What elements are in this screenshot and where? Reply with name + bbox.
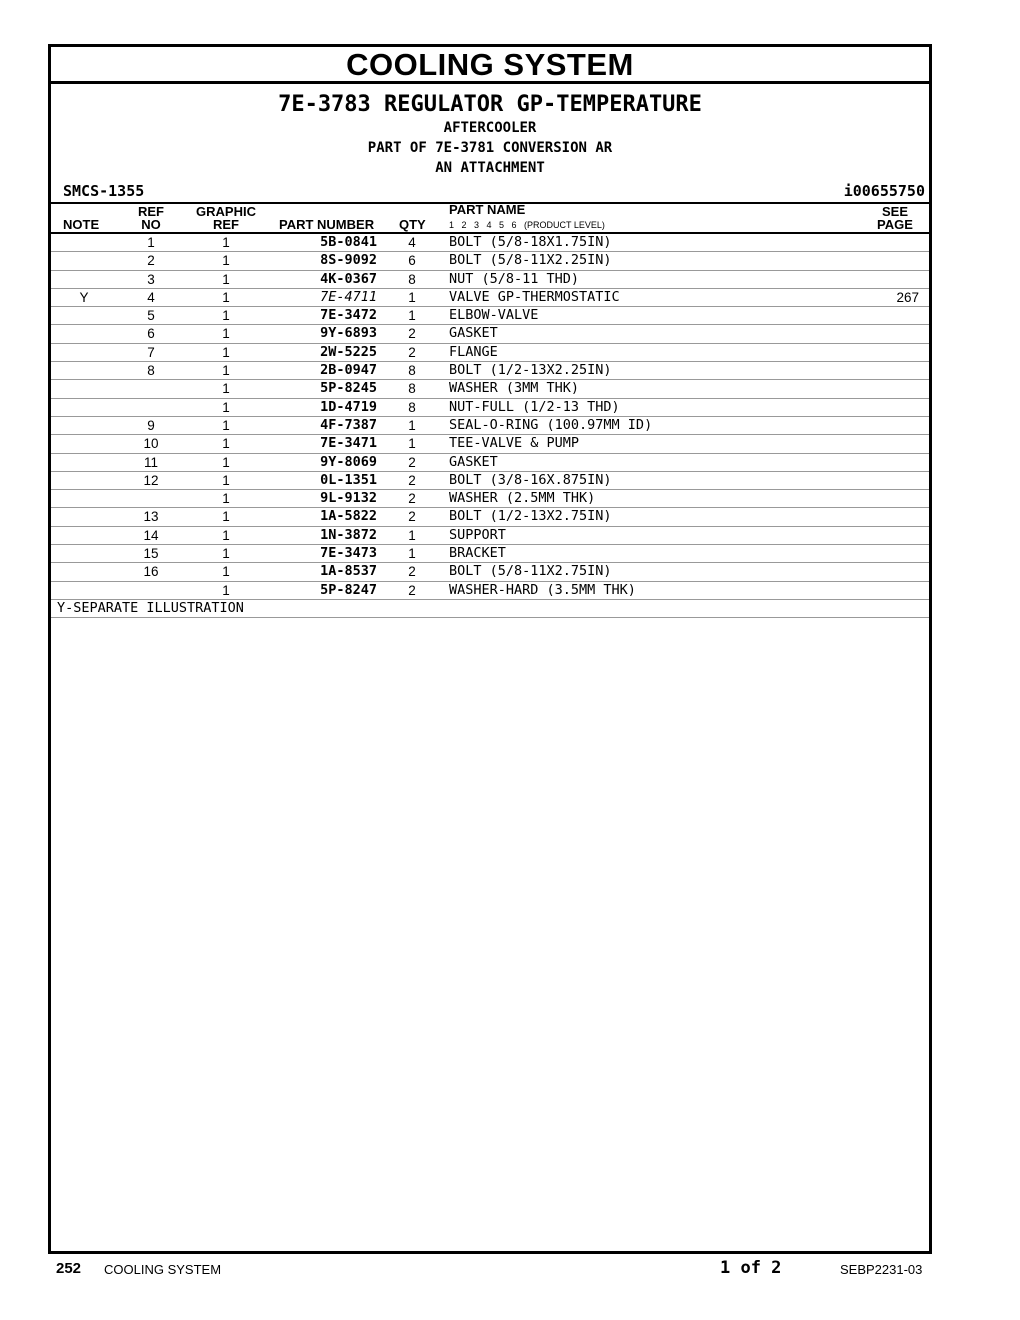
- part-number-cell: 4K-0367: [320, 270, 377, 287]
- qty-cell: 1: [408, 289, 416, 305]
- qty-cell: 1: [408, 417, 416, 433]
- note-cell: Y: [79, 289, 89, 305]
- graphic-ref-cell: 1: [222, 527, 230, 543]
- part-name-cell: SUPPORT: [449, 526, 506, 543]
- ref-no-cell: 7: [147, 344, 155, 360]
- table-row: [51, 527, 929, 545]
- ref-no-cell: 5: [147, 308, 155, 324]
- parts-table-body: [51, 234, 929, 600]
- graphic-ref-cell: 1: [222, 271, 230, 287]
- qty-cell: 2: [408, 509, 416, 525]
- header-graphic-top: GRAPHIC: [196, 204, 256, 219]
- table-row: [51, 508, 929, 526]
- qty-cell: 1: [408, 436, 416, 452]
- part-number-cell: 1D-4719: [320, 398, 377, 415]
- ref-no-cell: 1: [147, 235, 155, 250]
- table-row: [51, 545, 929, 563]
- subtitle-3: AN ATTACHMENT: [435, 160, 545, 176]
- part-number-cell: 2W-5225: [320, 343, 377, 360]
- qty-cell: 2: [408, 564, 416, 580]
- ref-no-cell: 3: [147, 271, 155, 287]
- ref-no-cell: 9: [147, 417, 155, 433]
- footnote-row: [51, 600, 929, 618]
- table-row: [51, 399, 929, 417]
- graphic-ref-cell: 1: [222, 472, 230, 488]
- graphic-ref-cell: 1: [222, 289, 230, 305]
- graphic-ref-cell: 1: [222, 454, 230, 470]
- table-row: [51, 307, 929, 325]
- document-id: SEBP2231-03: [840, 1262, 923, 1277]
- graphic-ref-cell: 1: [222, 582, 230, 598]
- parts-page-frame: [48, 44, 932, 1254]
- part-number-cell: 5P-8247: [320, 581, 377, 598]
- meta-row: [51, 182, 929, 202]
- table-row: [51, 271, 929, 289]
- illustration-id: i00655750: [843, 182, 925, 200]
- part-number-cell: 7E-4711: [320, 288, 377, 305]
- qty-cell: 8: [408, 399, 416, 415]
- header-part-number: PART NUMBER: [279, 217, 375, 232]
- part-name-cell: NUT-FULL (1/2-13 THD): [449, 398, 620, 415]
- table-row: [51, 417, 929, 435]
- ref-no-cell: 16: [143, 564, 159, 580]
- part-number-cell: 5P-8245: [320, 380, 377, 397]
- part-number-cell: 0L-1351: [320, 471, 377, 488]
- qty-cell: 1: [408, 546, 416, 562]
- part-name-cell: FLANGE: [449, 343, 498, 360]
- page-footer: [0, 1258, 1020, 1288]
- qty-cell: 2: [408, 326, 416, 342]
- ref-no-cell: 8: [147, 363, 155, 379]
- graphic-ref-cell: 1: [222, 344, 230, 360]
- part-name-cell: BOLT (1/2-13X2.75IN): [449, 508, 612, 525]
- qty-cell: 2: [408, 454, 416, 470]
- ref-no-cell: 14: [143, 527, 159, 543]
- graphic-ref-cell: 1: [222, 363, 230, 379]
- part-name-cell: BOLT (3/8-16X.875IN): [449, 471, 612, 488]
- part-name-cell: BOLT (5/8-11X2.25IN): [449, 252, 612, 269]
- graphic-ref-cell: 1: [222, 253, 230, 269]
- graphic-ref-cell: 1: [222, 399, 230, 415]
- sheet-indicator: 1 of 2: [720, 1258, 782, 1278]
- qty-cell: 2: [408, 344, 416, 360]
- part-number-cell: 7E-3472: [320, 307, 377, 324]
- graphic-ref-cell: 1: [222, 436, 230, 452]
- ref-no-cell: 12: [143, 472, 159, 488]
- header-ref-top: REF: [138, 204, 164, 219]
- section-title: COOLING SYSTEM: [51, 47, 929, 84]
- table-row: [51, 435, 929, 453]
- qty-cell: 8: [408, 271, 416, 287]
- qty-cell: 4: [408, 235, 416, 250]
- qty-cell: 2: [408, 491, 416, 507]
- header-see-bottom: PAGE: [877, 217, 913, 232]
- header-see-top: SEE: [881, 204, 908, 219]
- ref-no-cell: 10: [143, 436, 159, 452]
- smcs-code: SMCS-1355: [63, 182, 145, 200]
- part-number-cell: 8S-9092: [320, 252, 377, 269]
- subtitle-2: PART OF 7E-3781 CONVERSION AR: [367, 140, 613, 156]
- part-name-cell: TEE-VALVE & PUMP: [449, 435, 580, 452]
- part-number-cell: 5B-0841: [320, 234, 377, 250]
- part-name-cell: GASKET: [449, 325, 498, 342]
- subtitle-1: AFTERCOOLER: [443, 120, 537, 136]
- part-number-cell: 7E-3473: [320, 545, 377, 562]
- graphic-ref-cell: 1: [222, 381, 230, 397]
- graphic-ref-cell: 1: [222, 417, 230, 433]
- qty-cell: 8: [408, 363, 416, 379]
- table-row: [51, 472, 929, 490]
- ref-no-cell: 13: [143, 509, 159, 525]
- ref-no-cell: 15: [143, 546, 159, 562]
- header-note: NOTE: [63, 217, 100, 232]
- ref-no-cell: 2: [147, 253, 155, 269]
- graphic-ref-cell: 1: [222, 509, 230, 525]
- footnote-text: Y-SEPARATE ILLUSTRATION: [57, 599, 244, 616]
- qty-cell: 1: [408, 308, 416, 324]
- part-number-cell: 4F-7387: [320, 416, 377, 433]
- ref-no-cell: 11: [143, 454, 158, 470]
- part-name-cell: BRACKET: [449, 545, 506, 562]
- qty-cell: 6: [408, 253, 416, 269]
- header-product-levels: 1 2 3 4 5 6 (PRODUCT LEVEL): [449, 220, 605, 230]
- part-name-cell: WASHER-HARD (3.5MM THK): [449, 581, 636, 598]
- ref-no-cell: 6: [147, 326, 155, 342]
- part-number-cell: 7E-3471: [320, 435, 377, 452]
- part-number-cell: 1A-5822: [320, 508, 377, 525]
- part-number-cell: 9Y-8069: [320, 453, 377, 470]
- part-name-cell: WASHER (3MM THK): [449, 380, 580, 397]
- table-row: [51, 490, 929, 508]
- table-row: [51, 380, 929, 398]
- part-name-cell: NUT (5/8-11 THD): [449, 270, 580, 287]
- graphic-ref-cell: 1: [222, 326, 230, 342]
- qty-cell: 1: [408, 527, 416, 543]
- part-name-cell: BOLT (5/8-11X2.75IN): [449, 563, 612, 580]
- part-number-cell: 1A-8537: [320, 563, 377, 580]
- table-row: [51, 325, 929, 343]
- part-name-cell: WASHER (2.5MM THK): [449, 490, 596, 507]
- part-name-cell: BOLT (5/8-18X1.75IN): [449, 234, 612, 250]
- ref-no-cell: 4: [147, 289, 155, 305]
- graphic-ref-cell: 1: [222, 564, 230, 580]
- table-row: [51, 344, 929, 362]
- part-number-cell: 2B-0947: [320, 362, 377, 379]
- graphic-ref-cell: 1: [222, 546, 230, 562]
- table-row: [51, 234, 929, 252]
- qty-cell: 2: [408, 472, 416, 488]
- part-name-cell: VALVE GP-THERMOSTATIC: [449, 288, 620, 305]
- graphic-ref-cell: 1: [222, 308, 230, 324]
- table-row: [51, 289, 929, 307]
- group-title: 7E-3783 REGULATOR GP-TEMPERATURE: [278, 92, 702, 117]
- table-row: [51, 362, 929, 380]
- qty-cell: 8: [408, 381, 416, 397]
- graphic-ref-cell: 1: [222, 491, 230, 507]
- table-row: [51, 563, 929, 581]
- page-number: 252: [56, 1260, 82, 1277]
- header-graphic-bottom: REF: [213, 217, 239, 232]
- part-number-cell: 1N-3872: [320, 526, 377, 543]
- part-number-cell: 9Y-6893: [320, 325, 377, 342]
- part-name-cell: GASKET: [449, 453, 498, 470]
- part-number-cell: 9L-9132: [320, 490, 377, 507]
- qty-cell: 2: [408, 582, 416, 598]
- footer-section: COOLING SYSTEM: [104, 1262, 222, 1277]
- graphic-ref-cell: 1: [222, 235, 230, 250]
- header-part-name: PART NAME: [449, 202, 526, 217]
- table-row: [51, 454, 929, 472]
- part-name-cell: BOLT (1/2-13X2.25IN): [449, 362, 612, 379]
- header-qty: QTY: [399, 217, 426, 232]
- table-row: [51, 252, 929, 270]
- table-header: [51, 202, 929, 234]
- part-name-cell: ELBOW-VALVE: [449, 307, 539, 324]
- part-name-cell: SEAL-O-RING (100.97MM ID): [449, 416, 653, 433]
- header-ref-bottom: NO: [141, 217, 161, 232]
- see-page-cell: 267: [896, 289, 919, 305]
- table-row: [51, 582, 929, 600]
